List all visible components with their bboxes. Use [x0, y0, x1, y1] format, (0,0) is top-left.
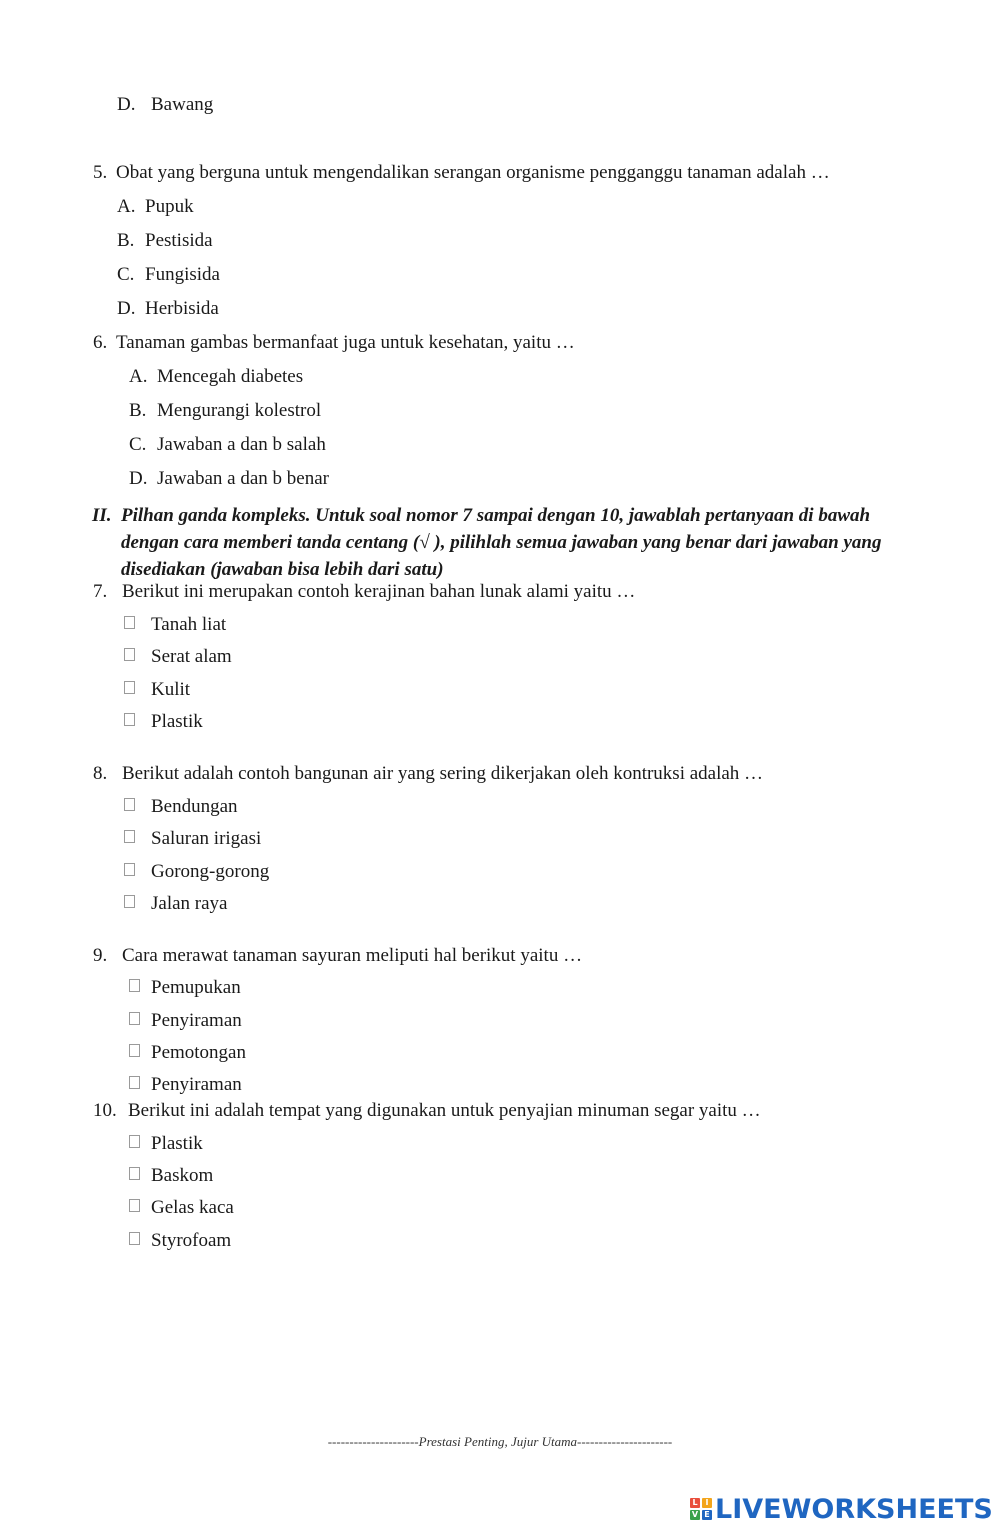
answer-checkbox[interactable]	[124, 713, 135, 726]
option-text: Herbisida	[145, 298, 219, 319]
question-number: 6.	[93, 332, 108, 353]
checkbox-label: Jalan raya	[151, 893, 228, 914]
answer-checkbox[interactable]	[129, 1199, 140, 1212]
answer-checkbox[interactable]	[129, 1076, 140, 1089]
answer-checkbox[interactable]	[124, 830, 135, 843]
option-letter: A.	[129, 366, 148, 387]
logo-grid-cell: L	[690, 1498, 700, 1508]
option-text: Bawang	[151, 94, 214, 115]
checkbox-label: Plastik	[151, 711, 203, 732]
answer-checkbox[interactable]	[129, 1135, 140, 1148]
answer-checkbox[interactable]	[124, 648, 135, 661]
liveworksheets-logo	[690, 1492, 993, 1526]
option-letter: D.	[117, 298, 136, 319]
section-number: II.	[92, 505, 112, 526]
question-text: Berikut ini merupakan contoh kerajinan bahan lunak alami yaitu …	[122, 581, 636, 602]
checkbox-label: Saluran irigasi	[151, 828, 262, 849]
checkbox-label: Baskom	[151, 1165, 214, 1186]
answer-checkbox[interactable]	[129, 1044, 140, 1057]
checkbox-label: Gelas kaca	[151, 1197, 234, 1218]
checkbox-label: Penyiraman	[151, 1010, 242, 1031]
question-number: 9.	[93, 945, 108, 966]
logo-grid-cell: V	[691, 1510, 699, 1519]
checkbox-label: Kulit	[151, 679, 191, 700]
option-letter: D.	[117, 94, 136, 115]
question-number: 5.	[93, 162, 108, 183]
option-letter: A.	[117, 196, 136, 217]
question-number: 10.	[93, 1100, 117, 1121]
answer-checkbox[interactable]	[129, 1167, 140, 1180]
option-text: Jawaban a dan b salah	[157, 434, 326, 455]
checkbox-label: Pemupukan	[151, 977, 241, 998]
checkbox-label: Tanah liat	[151, 614, 227, 635]
question-number: 7.	[93, 581, 108, 602]
question-text: Berikut adalah contoh bangunan air yang sering dikerjakan oleh kontruksi adalah …	[122, 763, 764, 784]
answer-checkbox[interactable]	[129, 1012, 140, 1025]
answer-checkbox[interactable]	[124, 681, 135, 694]
logo-grid-cell: E	[702, 1510, 712, 1520]
logo-text: LIVEWORKSHEETS	[715, 1493, 993, 1525]
question-text: Cara merawat tanaman sayuran meliputi hal berikut yaitu …	[122, 945, 583, 966]
section-instructions: Pilhan ganda kompleks. Untuk soal nomor 7 sampai dengan 10, jawablah pertanyaan di bawah dengan cara memberi tanda centang (√ ), pilihlah semua jawaban yang benar dari jawaban yang disediakan (jawaban bisa lebih dari satu)	[121, 505, 882, 580]
option-letter: C.	[129, 434, 147, 455]
option-letter: B.	[129, 400, 147, 421]
option-text: Pupuk	[145, 196, 194, 217]
answer-checkbox[interactable]	[129, 979, 140, 992]
option-text: Mengurangi kolestrol	[157, 400, 322, 421]
logo-grid-icon	[690, 1498, 712, 1520]
option-letter: C.	[117, 264, 135, 285]
question-number: 8.	[93, 763, 108, 784]
checkbox-label: Penyiraman	[151, 1074, 242, 1095]
checkbox-label: Bendungan	[151, 796, 238, 817]
question-text: Obat yang berguna untuk mengendalikan serangan organisme pengganggu tanaman adalah …	[116, 162, 830, 183]
checkbox-label: Plastik	[151, 1133, 203, 1154]
question-text: Berikut ini adalah tempat yang digunakan untuk penyajian minuman segar yaitu …	[128, 1100, 761, 1121]
checkbox-label: Pemotongan	[151, 1042, 246, 1063]
checkbox-label: Serat alam	[151, 646, 232, 667]
logo-grid-cell: I	[702, 1498, 712, 1508]
option-text: Pestisida	[145, 230, 213, 251]
option-letter: B.	[117, 230, 135, 251]
question-text: Tanaman gambas bermanfaat juga untuk kesehatan, yaitu …	[116, 332, 575, 353]
option-letter: D.	[129, 468, 148, 489]
checkbox-label: Styrofoam	[151, 1230, 232, 1251]
option-text: Jawaban a dan b benar	[157, 468, 329, 489]
option-text: Fungisida	[145, 264, 220, 285]
answer-checkbox[interactable]	[124, 895, 135, 908]
checkbox-label: Gorong-gorong	[151, 861, 270, 882]
page-footer: ---------------------Prestasi Penting, Jujur Utama----------------------	[327, 1434, 673, 1449]
answer-checkbox[interactable]	[124, 616, 135, 629]
option-text: Mencegah diabetes	[157, 366, 304, 387]
answer-checkbox[interactable]	[124, 798, 135, 811]
answer-checkbox[interactable]	[124, 863, 135, 876]
answer-checkbox[interactable]	[129, 1232, 140, 1245]
